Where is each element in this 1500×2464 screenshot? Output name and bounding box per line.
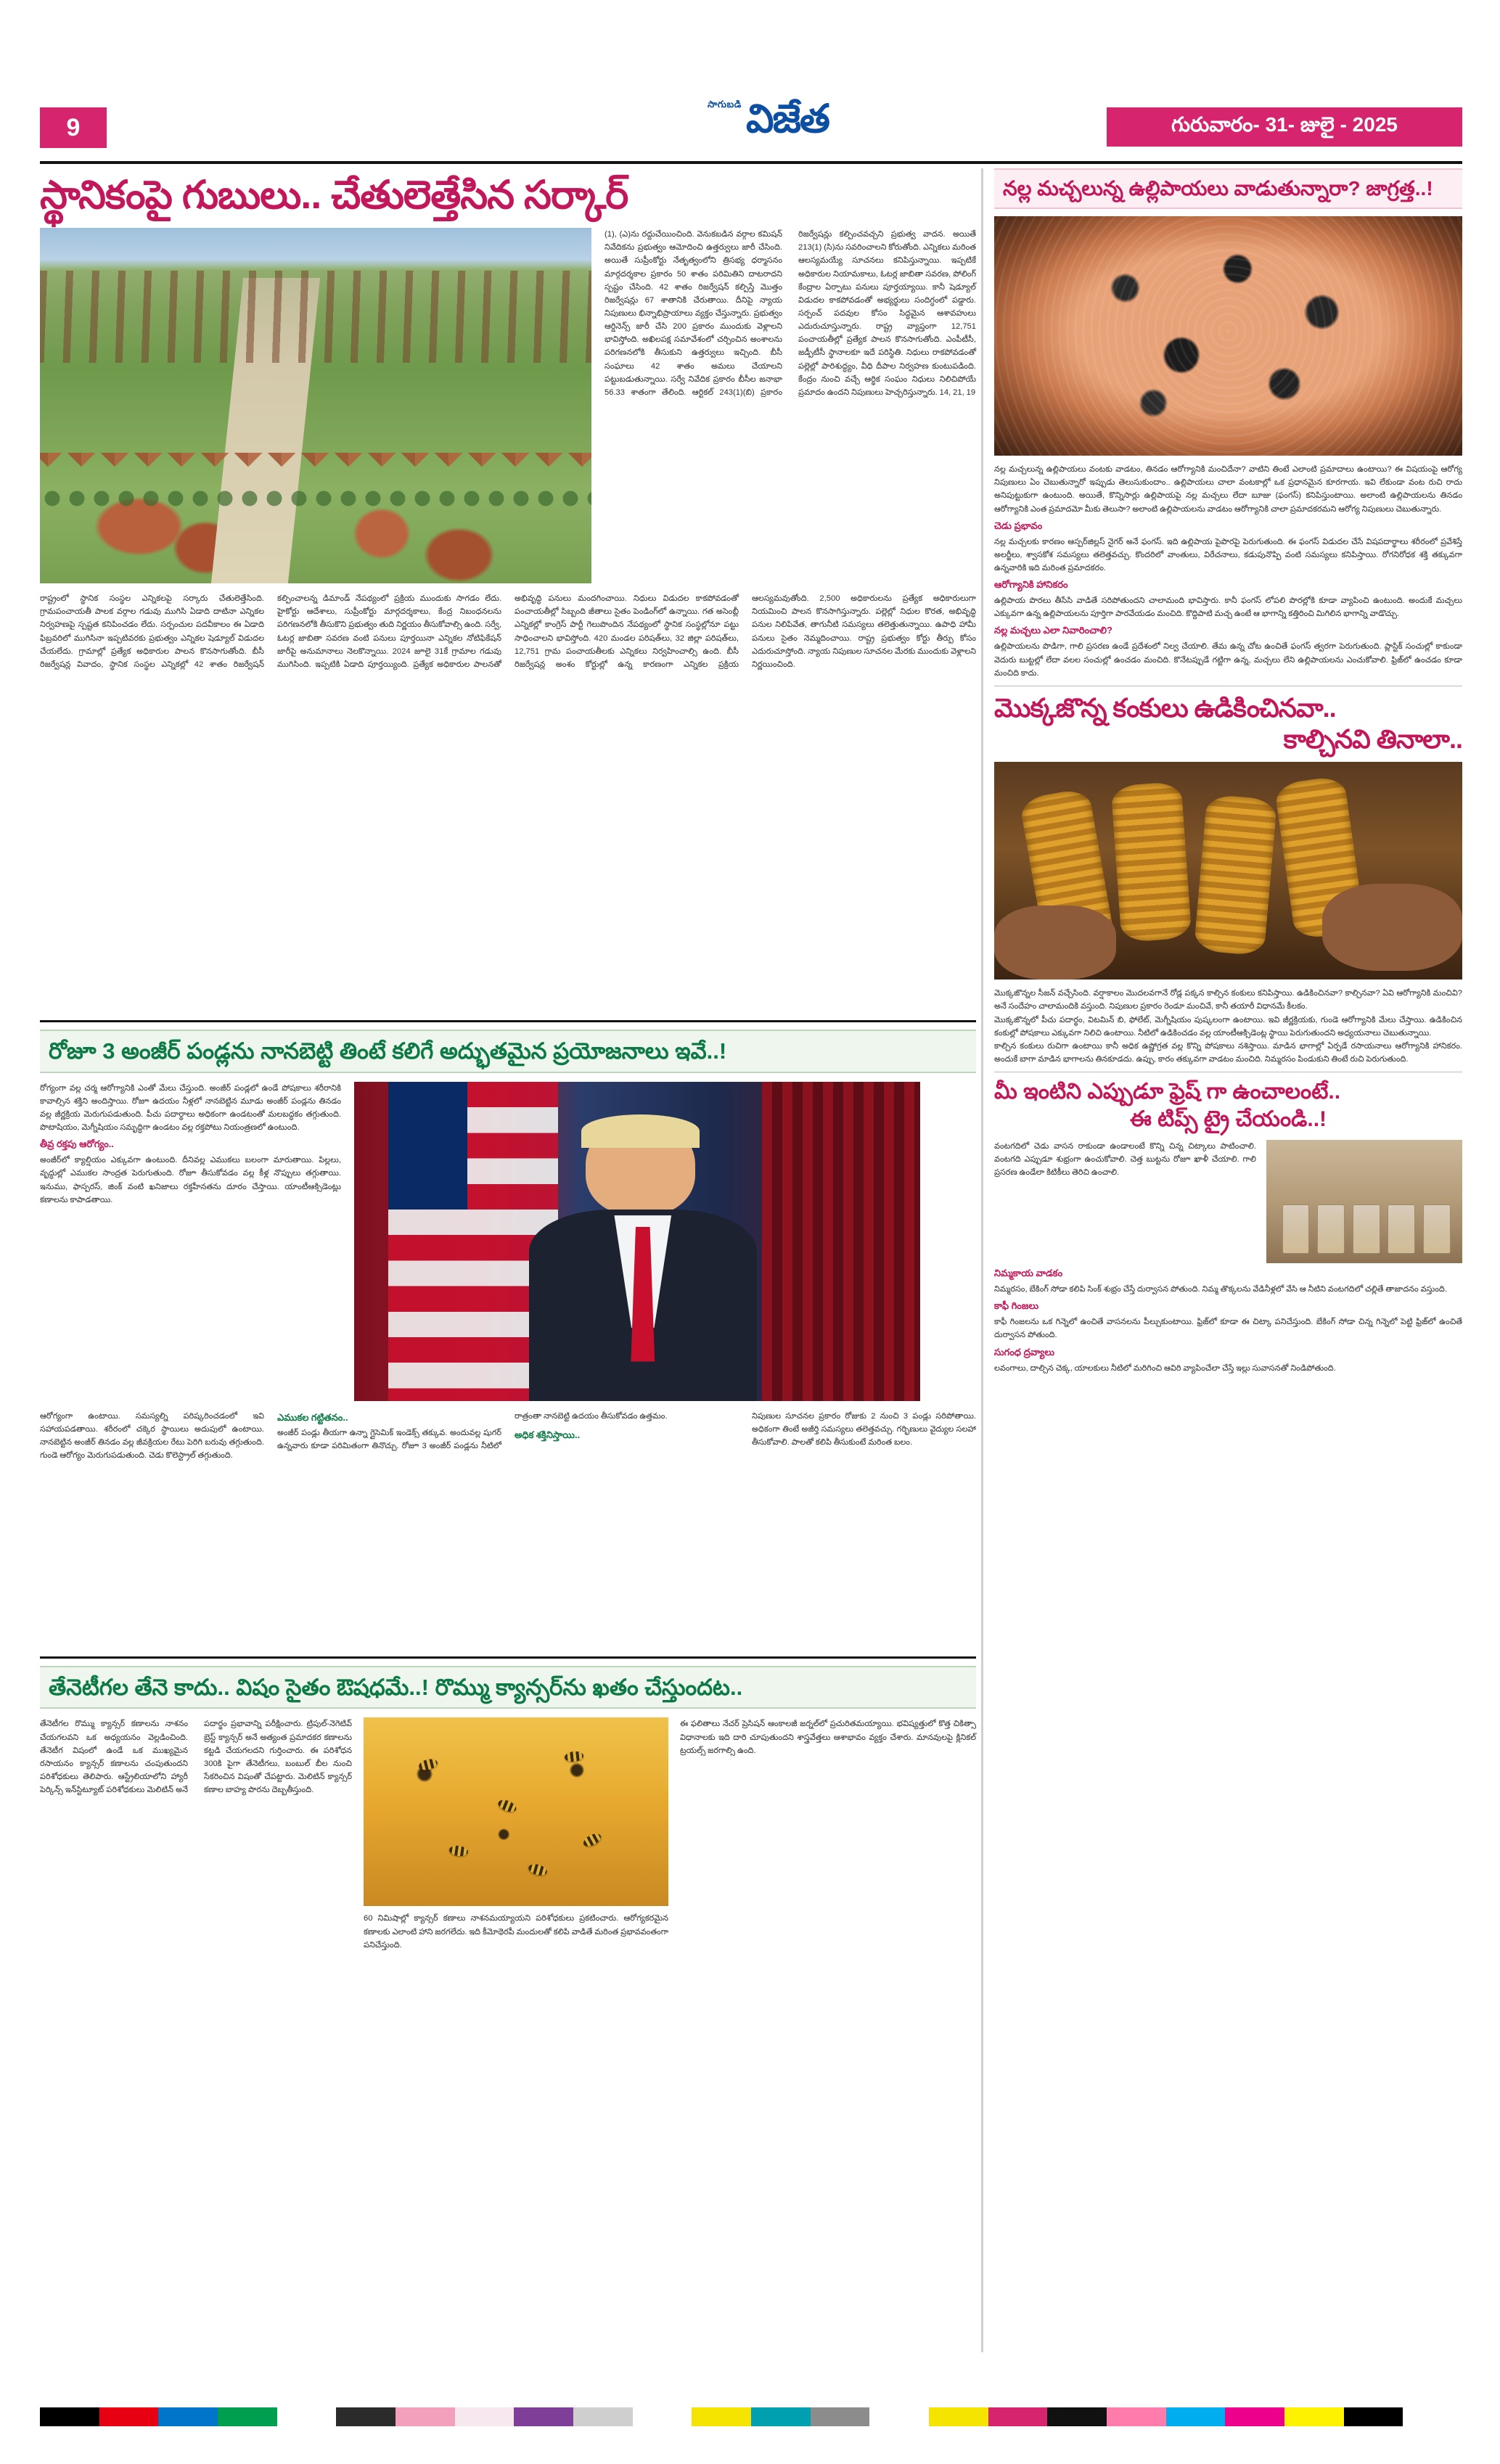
honey-body-d: ఈ ఫలితాలు నేచర్ ప్రెసిషన్ ఆంకాలజీ జర్నల్‌లో ప్రచురితమయ్యాయి. భవిష్యత్తులో కొత్త చికిత్సా విధానాలకు ఇది దారి చూపుతుందని శాస్త్రవేత్తలు ఆశాభావం వ్యక్తం చేశారు. మానవులపై క్లినికల్ ట్రయల్స్ జరగాల్సి ఉంది. [680,1720,976,1755]
spice-jar [1353,1204,1380,1254]
trump-portrait-photo [354,1082,920,1401]
bee-icon [565,1751,584,1763]
honey-body-c: 60 నిమిషాల్లో క్యాన్సర్ కణాలు నాశనమయ్యాయని పరిశోధకులు ప్రకటించారు. ఆరోగ్యకరమైన కణాలకు ఎలాంటి హాని జరగలేదు. ఇది కీమోథెరపీ మందులతో కలిపి వాడితే మరింత ప్రభావవంతంగా పనిచేస్తుంది. [364,1914,668,1950]
corn-cob [1194,794,1277,956]
lead-body-col2: గత అసెంబ్లీ ఎన్నికల్లో కాంగ్రెస్ పార్టీ గెలుపొందిన నేపథ్యంలో స్థానిక సంస్థల్లోనూ పట్టు సాధించాలని భావిస్తోంది. 420 మండల పరిషత్‌లు, 32 జిల్లా పరిషత్‌లు, 12,751 గ్రామ పంచాయతీలకు ఎన్నికలు నిర్వహించాల్సి ఉంది. బీసీ రిజర్వేషన్ల అంశం కోర్టుల్లో ఉన్న కారణంగా ఎన్నికల ప్రక్రియ ఆలస్యమవుతోంది. 2,500 అధికారులను ప్రత్యేక అధికారులుగా నియమించి పాలన కొనసాగిస్తున్నారు. పల్లెల్లో నిధుల కొరత, అభివృద్ధి పనుల నిలిపివేత, తాగునీటి సమస్యలు తలెత్తుతున్నాయి. ఉపాధి హామీ పనులు సైతం నెమ్మదించాయి. రాష్ట్ర ప్రభుత్వం కోర్టు తీర్పు కోసం ఎదురుచూస్తోంది. న్యాయ నిపుణుల సూచనల మేరకు ముందుకు వెళ్లాలని నిర్ణయించింది. [515,594,976,669]
lead-headline: స్థానికంపై గుబులు.. చేతులెత్తేసిన సర్కార్ [40,173,628,217]
honey-body-b: ట్రిపుల్-నెగెటివ్ బ్రెస్ట్ క్యాన్సర్ అనే అత్యంత ప్రమాదకర కణాలను కట్టడి చేయగలదని గుర్తించారు. ఈ పరిశోధన 300కి పైగా తేనెటీగలు, బంబుల్ బీల నుంచి సేకరించిన విషంతో చేపట్టారు. మెలిటిన్ క్యాన్సర్ కణాల బాహ్య పొరను దెబ్బతీస్తుంది. [204,1720,352,1795]
onion-headline-band [994,168,1462,209]
mouldy-onion-photo [994,216,1462,456]
divider-1 [40,1020,976,1022]
kitchen-headline-line2: ఈ టిప్స్ ట్రై చేయండి..! [1129,1106,1327,1131]
corn-body-b: మొక్కజొన్నలో పీచు పదార్థం, విటమిన్ బి, ఫోలేట్, మెగ్నీషియం పుష్కలంగా ఉంటాయి. ఇవి జీర్ణక్రియకు, గుండె ఆరోగ్యానికి మేలు చేస్తాయి. ఉడికించిన కంకుల్లో పోషకాలు ఎక్కువగా నిలిచి ఉంటాయి. నీటిలో ఉడికించడం వల్ల యాంటీఆక్సిడెంట్ల స్థాయి పెరుగుతుందని అధ్యయనాలు చెబుతున్నాయి. [994,1015,1462,1038]
spice-jar [1282,1204,1310,1254]
kitchen-body-2: కాఫీ గింజలను ఒక గిన్నెలో ఉంచితే వాసనలను పీల్చుకుంటాయి. ఫ్రిజ్‌లో కూడా ఈ చిట్కా పనిచేస్తుంది. బేకింగ్ సోడా చిన్న గిన్నెలో పెట్టి ఫ్రిజ్‌లో ఉంచితే దుర్వాసన పోతుంది. [994,1318,1462,1340]
story-corn-boiled-vs-roasted [994,692,1462,1066]
corn-cob [1110,781,1192,943]
corn-body-a: మొక్కజొన్నల సీజన్ వచ్చేసింది. వర్షాకాలం మొదలవగానే రోడ్ల పక్కన కాల్చిన కంకులు కనిపిస్తాయి. ఉడికించినవా? కాల్చినవా? ఏవి ఆరోగ్యానికి మంచివి? అనే సందేహం చాలామందికి వస్తుంది. నిపుణుల ప్రకారం రెండూ మంచివే, కానీ తయారీ విధానమే కీలకం. [994,989,1462,1011]
bee-icon [417,1757,438,1772]
right-column [994,168,1462,1375]
edition-date: గురువారం- 31- జులై - 2025 [1107,107,1462,147]
roasted-corn-photo [994,762,1462,980]
print-registration-colorbar [40,2407,1462,2426]
onion-body-intro: నల్ల మచ్చలున్న ఉల్లిపాయలు వంటకు వాడటం, తినడం ఆరోగ్యానికి మంచిదేనా? వాటిని తింటే ఎలాంటి ప్రమాదాలు ఉంటాయి? ఈ విషయంపై ఆరోగ్య నిపుణులు ఏం చెబుతున్నారో ఇప్పుడు తెలుసుకుందాం.. ఉల్లిపాయలు చాలా వంటకాల్లో ఒక ప్రధానమైన కూరగాయ. ఇవి లేకుండా వంట రుచి రాదు అనిపుట్టుకుగా ఉంటుంది. అయితే, కొన్నిసార్లు ఉల్లిపాయపై నల్ల మచ్చలు లేదా బూజు (ఫంగస్) కనిపిస్తుంటాయి. అలాంటి ఉల్లిపాయలను తినడం ఆరోగ్యానికి ఎంత ప్రమాదమో మీకు తెలుసా? అలాంటి ఉల్లిపాయలను వాడటం ఆరోగ్యానికి చాలా ప్రమాదకరమని ఆరోగ్య నిపుణులు చెబుతున్నారు. [994,465,1462,514]
divider-2 [40,1656,976,1659]
story-fresh-home-tips [994,1078,1462,1375]
figs-body-e: నిపుణుల సూచనల ప్రకారం రోజుకు 2 నుంచి 3 పండ్లు సరిపోతాయి. అధికంగా తింటే అజీర్తి సమస్యలు తలెత్తవచ్చు. గర్భిణులు వైద్యుల సలహా తీసుకోవాలి. పాలతో కలిపి తీసుకుంటే మరింత బలం. [752,1411,976,1447]
kitchen-body-3: లవంగాలు, దాల్చిన చెక్క, యాలకులు నీటిలో మరిగించి ఆవిరి వ్యాపించేలా చేస్తే ఇల్లు సువాసనతో నిండిపోతుంది. [994,1363,1336,1373]
figs-subhead-2: ఎముకల గట్టితనం.. [277,1411,348,1423]
figs-headline: రోజూ 3 అంజీర్ పండ్లను నానబెట్టి తింటే కలిగే అద్భుతమైన ప్రయోజనాలు ఇవే..! [49,1038,727,1064]
figs-body-c: ఆరోగ్యంగా ఉంటాయి. సమస్యల్ని పరిష్కరించడంలో ఇవి సహాయపడతాయి. శరీరంలో చక్కెర స్థాయిలు అదుపులో ఉంటాయి. నానబెట్టిన అంజీర్ తినడం వల్ల జీవక్రియల రేటు పెరిగి బరువు తగ్గుతుంది. గుండె ఆరోగ్యం మెరుగుపడుతుంది. చెడు కొలెస్ట్రాల్ తగ్గుతుంది. [40,1411,264,1461]
page-number: 9 [40,107,107,148]
corn-body-c: కాల్చిన కంకులు రుచిగా ఉంటాయి కానీ అధిక ఉష్ణోగ్రత వల్ల కొన్ని పోషకాలు నశిస్తాయి. మాడిన భాగాల్లో ఏర్పడే రసాయనాలు ఆరోగ్యానికి హానికరం. అందుకే బాగా మాడిన భాగాలను తినకూడదు. ఉప్పు, కారం తక్కువగా వాడటం మంచిది. నిమ్మరసం పిండుకుని తింటే రుచి పెరుగుతుంది. [994,1041,1462,1064]
kitchen-subhead-3: సుగంధ ద్రవ్యాలు [994,1346,1055,1358]
lead-body-col3: (1), (ఎ)ను రద్దుచేయించింది. వెనుకబడిన వర్గాల కమిషన్ నివేదికను ప్రభుత్వం ఆమోదించి ఉత్తర్వులు జారీ చేసింది. అయితే సుప్రీంకోర్టు నేతృత్వంలోని త్రిసభ్య ధర్మాసనం మార్గదర్శకాల ప్రకారం 50 శాతం పరిమితిని దాటరాదని స్పష్టం చేసింది. 42 శాతం రిజర్వేషన్ కల్పిస్తే మొత్తం రిజర్వేషన్లు 67 శాతానికి చేరుతాయి. దీనిపై న్యాయ నిపుణులు భిన్నాభిప్రాయాలు వ్యక్తం చేస్తున్నారు. ప్రభుత్వం ఆర్డినెన్స్ జారీ చేసి 200 ప్రకారం ముందుకు వెళ్లాలని భావిస్తోంది. అఖిలపక్ష సమావేశంలో చర్చించిన అంశాలను పరిగణనలోకి తీసుకుని ఉత్తర్వులు ఇచ్చింది. బీసీ సంఘాలు 42 శాతం అమలు చేయాలని పట్టుబడుతున్నాయి. సర్వే నివేదిక ప్రకారం బీసీల జనాభా 56.33 శాతంగా తేలింది. ఆర్టికల్ 243(1)(బి) ప్రకారం రిజర్వేషన్లు కల్పించవచ్చని ప్రభుత్వ వాదన. అయితే 213(1) (సి)ను సవరించాలని కోరుతోంది. ఎన్నికలు మరింత ఆలస్యమయ్యే సూచనలు కనిపిస్తున్నాయి. [604,230,976,397]
village-trees [40,228,591,583]
kitchen-jars-photo [1266,1140,1462,1263]
story-bee-venom-cancer [40,1666,976,2023]
onion-body-1: నల్ల మచ్చలకు కారణం ఆస్పర్‌జిల్లస్ నైగర్ అనే ఫంగస్. ఇది ఉల్లిపాయ పైపొరపై పెరుగుతుంది. ఈ ఫంగస్ విడుదల చేసే విషపదార్థాలు శరీరంలో ప్రవేశిస్తే అలర్జీలు, శ్వాసకోశ సమస్యలు తలెత్తవచ్చు. కొందరిలో వాంతులు, విరేచనాలు, కడుపునొప్పి వంటి సమస్యలు కనిపిస్తాయి. రోగనిరోధక శక్తి తక్కువగా ఉన్నవారికి ఇది మరింత ప్రమాదకరం. [994,537,1462,573]
logo-name: విజేత [746,97,829,141]
figs-headline-band [40,1030,976,1073]
spice-jar [1388,1204,1415,1254]
logo-kicker: సాగుబడి [708,99,742,110]
onion-subhead-2: ఆరోగ్యానికి హానికరం [994,579,1068,591]
lead-body-col1: రాష్ట్రంలో స్థానిక సంస్థల ఎన్నికలపై సర్కారు చేతులెత్తేసింది. గ్రామపంచాయతీ పాలక వర్గాల గడువు ముగిసి ఏడాది దాటినా ఎన్నికల నిర్వహణపై స్పష్టత కనిపించడం లేదు. సర్పంచుల పదవీకాలం ఈ ఏడాది ఫిబ్రవరిలో ముగిసినా ఇప్పటివరకు ప్రభుత్వం ఎన్నికల షెడ్యూల్ విడుదల చేయలేదు. గ్రామాల్లో ప్రత్యేక అధికారుల పాలన కొనసాగుతోంది. బీసీ రిజర్వేషన్ల వివాదం, స్థానిక సంస్థల ఎన్నికల్లో 42 శాతం రిజర్వేషన్ కల్పించాలన్న డిమాండ్ నేపథ్యంలో ప్రక్రియ ముందుకు సాగడం లేదు. హైకోర్టు ఆదేశాలు, సుప్రీంకోర్టు మార్గదర్శకాలు, కేంద్ర నిబంధనలను పరిగణనలోకి తీసుకొని ప్రభుత్వం తుది నిర్ణయం తీసుకోవాల్సి ఉంది. సర్వే, ఓటర్ల జాబితా సవరణ వంటి పనులు పూర్తయినా ఎన్నికల నోటిఫికేషన్ జారీపై అనుమానాలు నెలకొన్నాయి. 2024 జూలై 31కే గ్రామాల గడువు ముగిసింది. ఇప్పటికి ఏడాది పూర్తయ్యింది. ప్రత్యేక అధికారుల పాలనతో అభివృద్ధి పనులు మందగించాయి. నిధులు విడుదల కాకపోవడంతో పంచాయతీల్లో సిబ్బంది జీతాలు సైతం పెండింగ్‌లో ఉన్నాయి. [40,594,739,669]
us-flag-union [388,1082,467,1210]
left-column [40,168,976,2022]
onion-subhead-1: చెడు ప్రభావం [994,520,1043,531]
lead-body-col4: ఇప్పటికే అధికారుల నియామకాలు, ఓటర్ల జాబితా సవరణ, పోలింగ్ కేంద్రాల ఏర్పాటు పనులు పూర్తయ్యాయి. కానీ షెడ్యూల్ విడుదల కాకపోవడంతో అభ్యర్థులు సందిగ్ధంలో పడ్డారు. సర్పంచ్ పదవుల కోసం సిద్ధమైన ఆశావహులు ఎదురుచూస్తున్నారు. రాష్ట్ర వ్యాప్తంగా 12,751 పంచాయతీల్లో ప్రత్యేక పాలన కొనసాగుతోంది. ఎంపీటీసీ, జడ్పీటీసీ స్థానాలకూ ఇదే పరిస్థితి. నిధులు రాకపోవడంతో పల్లెల్లో పారిశుద్ధ్యం, వీధి దీపాల నిర్వహణ కుంటుపడింది. కేంద్రం నుంచి వచ్చే ఆర్థిక సంఘం నిధులు నిలిచిపోయే ప్రమాదం ఉందని నిపుణులు హెచ్చరిస్తున్నారు. 14, 21, 19 [798,256,976,397]
masthead [40,97,1462,154]
figs-body-d: అంజీర్ పండ్లు తీయగా ఉన్నా గ్లైసెమిక్ ఇండెక్స్ తక్కువ. అందువల్ల షుగర్ ఉన్నవారు కూడా పరిమితంగా తినొచ్చు. రోజూ 3 అంజీర్ పండ్లను నీటిలో రాత్రంతా నానబెట్టి ఉదయం తీసుకోవడం ఉత్తమం. [277,1411,668,1450]
bee-icon [582,1831,604,1849]
story-mouldy-onions [994,168,1462,680]
person-figure [524,1120,762,1401]
aerial-village-photo [40,228,591,583]
hand [1322,884,1463,971]
story-local-body-elections [40,173,976,1013]
kitchen-body-1: నిమ్మరసం, బేకింగ్ సోడా కలిపి సింక్ శుభ్రం చేస్తే దుర్వాసన పోతుంది. నిమ్మ తొక్కలను వేడినీళ్లలో వేసి ఆ నీటిని వంటగదిలో చల్లితే తాజాదనం వస్తుంది. [994,1285,1447,1294]
onion-body-2: ఉల్లిపాయ పొరలు తీసేసి వాడితే సరిపోతుందని చాలామంది భావిస్తారు. కానీ ఫంగస్ లోపలి పొరల్లోకి కూడా వ్యాపించి ఉంటుంది. అందుకే మచ్చలు ఎక్కువగా ఉన్న ఉల్లిపాయలను పూర్తిగా పారవేయడం మంచిది. కొద్దిపాటి మచ్చ ఉంటే ఆ భాగాన్ని కత్తిరించి మిగిలిన భాగాన్ని వాడొచ్చు. [994,596,1462,619]
onion-headline: నల్ల మచ్చలున్న ఉల్లిపాయలు వాడుతున్నారా? జాగ్రత్త..! [1003,177,1433,200]
kitchen-subhead-1: నిమ్మకాయ వాడకం [994,1268,1063,1279]
figs-subhead-3: అధిక శక్తినిస్తాయి.. [515,1429,581,1440]
corn-headline-line1: మొక్కజొన్న కంకులు ఉడికించినవా.. [994,692,1336,723]
onion-subhead-3: నల్ల మచ్చలు ఎలా నివారించాలి? [994,625,1112,636]
spice-jar [1317,1204,1345,1254]
kitchen-body-intro: వంటగదిలో చెడు వాసన రాకుండా ఉండాలంటే కొన్ని చిన్న చిట్కాలు పాటించాలి. వంటగది ఎప్పుడూ శుభ్రంగా ఉంచుకోవాలి. చెత్త బుట్టను రోజూ ఖాళీ చేయాలి. గాలి ప్రసరణ ఉండేలా కిటికీలు తెరిచి ఉంచాలి. [994,1142,1256,1178]
kitchen-headline-line1: మీ ఇంటిని ఎప్పుడూ ఫ్రెష్ గా ఉంచాలంటే.. [994,1080,1341,1104]
背-curtain [762,1082,920,1401]
person-hair [581,1114,700,1148]
honey-body-a: తేనెటీగల రొమ్ము క్యాన్సర్ కణాలను నాశనం చేయగలవని ఒక అధ్యయనం వెల్లడించింది. తేనెటీగ విషంలో ఉండే ఒక ముఖ్యమైన రసాయనం క్యాన్సర్ కణాలను చంపుతుందని పరిశోధకులు తెలిపారు. ఆస్ట్రేలియాలోని హ్యారీ పెర్కిన్స్ ఇన్‌స్టిట్యూట్ పరిశోధకులు మెలిటిన్ అనే పదార్థం ప్రభావాన్ని పరీక్షించారు. [40,1720,303,1795]
kitchen-subhead-2: కాఫీ గింజలు [994,1300,1039,1312]
hand [994,905,1116,980]
figs-subhead-1: తీవ్ర రక్తపు ఆరోగ్యం.. [40,1138,114,1150]
newspaper-logo [679,94,896,154]
honey-headline: తేనెటీగల తేనె కాదు.. విషం సైతం ఔషధమే..! రొమ్ము క్యాన్సర్‌ను ఖతం చేస్తుందట.. [49,1674,743,1700]
masthead-rule [40,161,1462,164]
story-soaked-figs [40,1030,976,1649]
corn-headline-line2: కాల్చినవి తినాలా.. [1283,724,1462,755]
column-separator [981,168,983,2352]
bees-honeycomb-photo [364,1717,668,1906]
spice-jar [1423,1204,1451,1254]
bee-icon [448,1844,469,1857]
bee-icon [496,1797,517,1814]
bee-icon [527,1863,548,1878]
honey-headline-band [40,1666,976,1709]
onion-body-3: ఉల్లిపాయలను పొడిగా, గాలి ప్రసరణ ఉండే ప్రదేశంలో నిల్వ చేయాలి. తేమ ఉన్న చోట ఉంచితే ఫంగస్ త్వరగా పెరుగుతుంది. ప్లాస్టిక్ సంచుల్లో కాకుండా వెదురు బుట్టల్లో లేదా వలల సంచుల్లో ఉంచడం మంచిది. కొనేటప్పుడే గట్టిగా ఉన్న, మచ్చలు లేని ఉల్లిపాయలను ఎంచుకోవాలి. ఫ్రిజ్‌లో ఉంచడం కూడా మంచిది కాదు. [994,642,1462,678]
figs-body-b: అంజీర్‌లో క్యాల్షియం ఎక్కువగా ఉంటుంది. దీనివల్ల ఎముకలు బలంగా మారుతాయి. పిల్లలు, వృద్ధుల్లో ఎముకల సాంద్రత పెరుగుతుంది. రోజూ తీసుకోవడం వల్ల కీళ్ల నొప్పులు తగ్గుతాయి. ఇనుము, ఫాస్పరస్, జింక్ వంటి ఖనిజాలు రక్తహీనతను దూరం చేస్తాయి. యాంటీఆక్సిడెంట్లు కణాలను కాపాడతాయి. [40,1156,341,1204]
figs-body-a: రోగ్యంగా వల్ల చర్మ ఆరోగ్యానికి ఎంతో మేలు చేస్తుంది. అంజీర్ పండ్లలో ఉండే పోషకాలు శరీరానికి కావాల్సిన శక్తిని అందిస్తాయి. రోజూ ఉదయం నీళ్లలో నానబెట్టిన మూడు అంజీర్ పండ్లను తినడం వల్ల జీర్ణక్రియ మెరుగుపడుతుంది. పీచు పదార్థాలు అధికంగా ఉండటంతో మలబద్ధకం తగ్గుతుంది. పొటాషియం, మెగ్నీషియం సమృద్ధిగా ఉండటం వల్ల రక్తపోటు నియంత్రణలో ఉంటుంది. [40,1083,341,1133]
